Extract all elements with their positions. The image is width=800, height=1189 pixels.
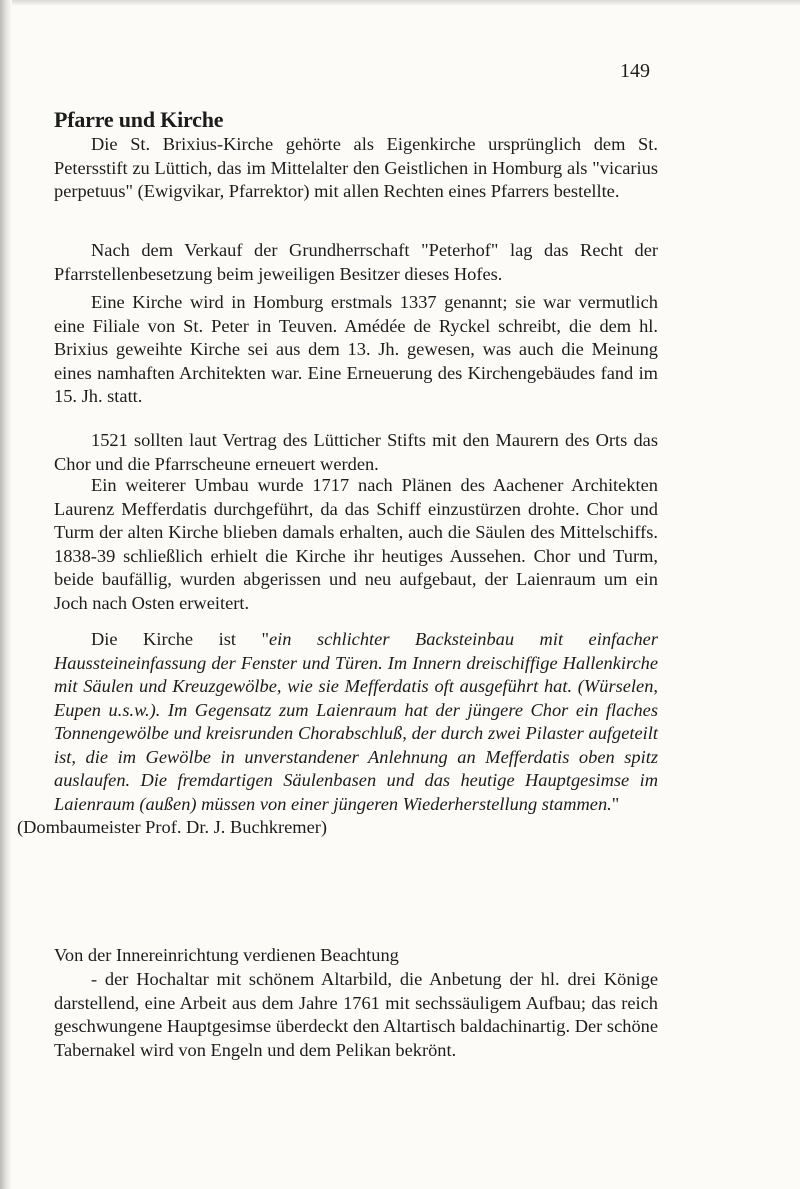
paragraph-patronage: Nach dem Verkauf der Grundherrschaft "Peterhof" lag das Recht der Pfarrstellenbesetzung beim jeweiligen Besitzer dieses Hofes. [54,240,658,284]
paragraph-description-quote [17,628,659,840]
section-heading: Pfarre und Kirche [54,107,224,132]
paragraph-high-altar: - der Hochaltar mit schönem Altarbild, die Anbetung der hl. drei Könige darstellend, eine Arbeit aus dem Jahre 1761 mit sechssäuligem Aufbau; das reich geschwungene Hauptgesimse überdeckt den Altartisch baldachinartig. Der schöne Tabernakel wird von Engeln und dem Pelikan bekrönt. [54,969,658,1060]
paragraph-first-mention: Eine Kirche wird in Homburg erstmals 1337 genannt; sie war vermutlich eine Filiale von St. Peter in Teuven. Amédée de Ryckel schreibt, die dem hl. Brixius geweihte Kirche sei aus dem 13. Jh. gewesen, was auch die Meinung eines namhaften Architekten war. Eine Erneuerung des Kirchengebäudes fand im 15. Jh. statt. [54,292,658,406]
paragraph-ownership: Die St. Brixius-Kirche gehörte als Eigenkirche ursprünglich dem St. Petersstift zu Lüttich, das im Mittelalter den Geistlichen in Homburg als "vicarius perpetuus" (Ewigvikar, Pfarrektor) mit allen Rechten eines Pfarrers bestellte. [54,134,658,201]
quote-text: ein schlichter Backsteinbau mit einfacher Haussteineinfassung der Fenster und Türen. Im Innern dreischiffige Hallenkirche mit Säulen und Kreuzgewölbe, wie sie Mefferdatis oft ausgeführt hat. (Würselen, Eupen u.s.w.). Im Gegensatz zum Laienraum hat der jüngere Chor ein flaches Tonnengewölbe und kreisrunden Chorabschluß, der durch zwei Pilaster aufgeteilt ist, die im Gewölbe in unverstandener Anlehnung an Mefferdatis oben spitz auslaufen. Die fremdartigen Säulenbasen und das heutige Hauptgesimse im Laienraum (außen) müssen von einer jüngeren Wiederherstellung stammen. [54,629,659,814]
paragraph-1521-contract: 1521 sollten laut Vertrag des Lütticher Stifts mit den Maurern des Orts das Chor und die Pfarrscheune erneuert werden. [54,430,658,474]
page-binding-shadow [0,0,12,1189]
page-top-edge [0,0,800,6]
page-number: 149 [620,60,650,82]
quote-close: " [611,793,620,814]
quote-attribution: (Dombaumeister Prof. Dr. J. Buchkremer) [17,817,328,837]
paragraph-interior-intro: Von der Innereinrichtung verdienen Beachtung [54,945,399,965]
paragraph-rebuilding: Ein weiterer Umbau wurde 1717 nach Plänen des Aachener Architekten Laurenz Mefferdatis durchgeführt, da das Schiff einzustürzen drohte. Chor und Turm der alten Kirche blieben damals erhalten, auch die Säulen des Mittelschiffs. 1838-39 schließlich erhielt die Kirche ihr heutiges Aussehen. Chor und Turm, beide baufällig, wurden abgerissen und neu aufgebaut, der Laienraum um ein Joch nach Osten erweitert. [54,475,658,613]
quote-lead-in: Die Kirche ist " [91,629,269,649]
